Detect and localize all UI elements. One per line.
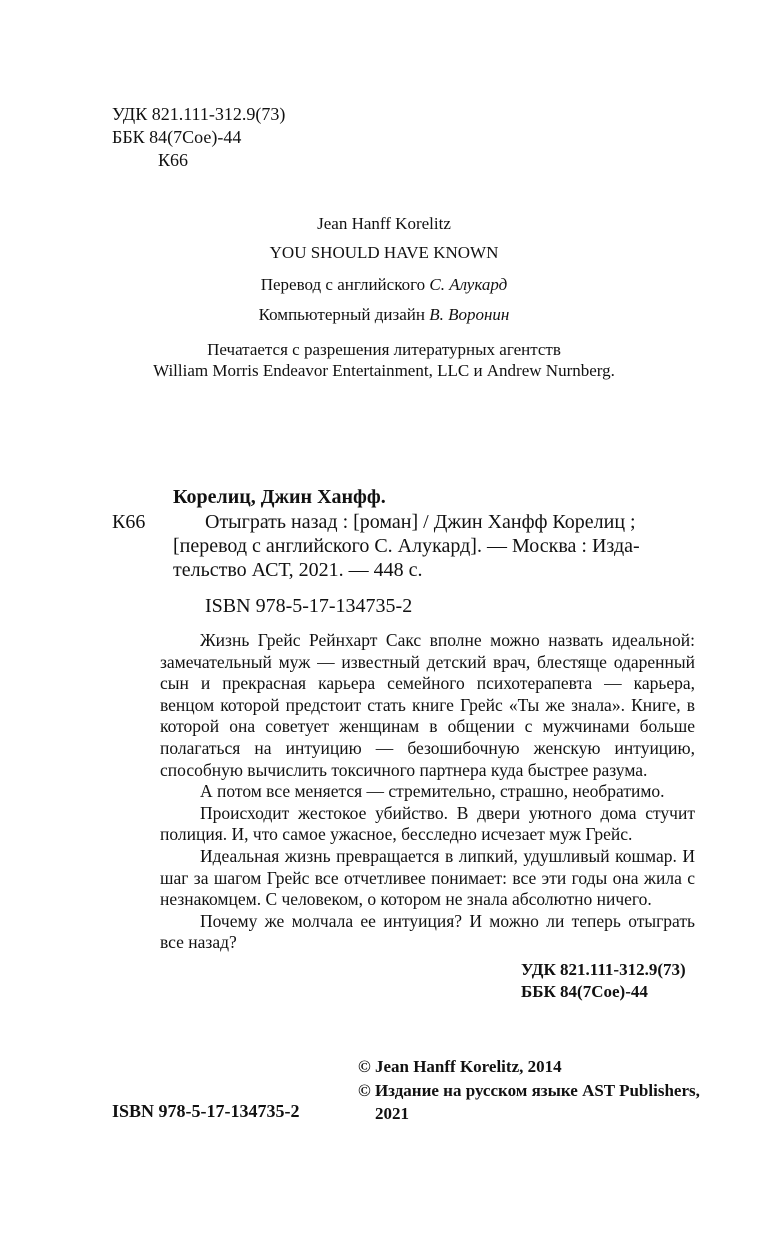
translation-prefix: Перевод с английского bbox=[260, 275, 430, 294]
bibliographic-line-3: тельство АСТ, 2021. — 448 с. bbox=[173, 559, 423, 581]
bibliographic-line-2: [перевод с английского С. Алукард]. — Москва : Изда- bbox=[173, 535, 640, 557]
permission-line-2: William Morris Endeavor Entertainment, LLC и Andrew Nurnberg. bbox=[153, 361, 615, 380]
annotation-paragraph-2: А потом все меняется — стремительно, страшно, необратимо. bbox=[200, 781, 665, 802]
bibliographic-line-1: Отыграть назад : [роман] / Джин Ханфф Корелиц ; bbox=[205, 511, 636, 533]
author-mark: К66 bbox=[158, 150, 189, 170]
bibliographic-author-heading: Корелиц, Джин Ханфф. bbox=[173, 486, 386, 508]
copyright-line-1: © Jean Hanff Korelitz, 2014 bbox=[358, 1057, 562, 1076]
bottom-bbk-code: ББК 84(7Сое)-44 bbox=[521, 982, 648, 1001]
annotation bbox=[160, 630, 695, 954]
bibliographic-mark: К66 bbox=[112, 511, 146, 533]
design-credit bbox=[0, 305, 768, 325]
permission-line-1: Печатается с разрешения литературных агентств bbox=[207, 340, 561, 359]
translation-credit bbox=[0, 275, 768, 295]
copyright-line-3: 2021 bbox=[375, 1104, 409, 1123]
bibliographic-isbn: ISBN 978-5-17-134735-2 bbox=[205, 595, 413, 617]
original-title: YOU SHOULD HAVE KNOWN bbox=[269, 243, 499, 262]
bottom-udk-code: УДК 821.111-312.9(73) bbox=[521, 960, 686, 979]
annotation-paragraph-5: Почему же молчала ее интуиция? И можно ли теперь отыграть все назад? bbox=[160, 910, 695, 953]
isbn-footer: ISBN 978-5-17-134735-2 bbox=[112, 1101, 300, 1121]
annotation-paragraph-3: Происходит жестокое убийство. В двери уютного дома стучит полиция. И, что самое ужасное, бесследно исчезает муж Грейс. bbox=[160, 802, 695, 845]
annotation-paragraph-1: Жизнь Грейс Рейнхарт Сакс вполне можно назвать идеальной: замечательный муж — известный детский врач, блестяще одаренный сын и прекрасная карьера семейного психотерапевта — карьера, венцом которой предстоит стать книге Грейс «Ты же знала». Книге, в которой она советует женщинам в общении с мужчинами больше полагаться на интуицию — безошибочную женскую интуицию, способную вычислить токсичного партнера куда быстрее разума. bbox=[160, 630, 695, 780]
annotation-paragraph-4: Идеальная жизнь превращается в липкий, удушливый кошмар. И шаг за шагом Грейс все отчетливее понимает: все эти годы она жила с незнакомцем. С человеком, о котором не знала абсолютно ничего. bbox=[160, 845, 695, 910]
translator-name: С. Алукард bbox=[429, 275, 508, 294]
udk-code: УДК 821.111-312.9(73) bbox=[112, 104, 286, 124]
copyright-line-2: © Издание на русском языке AST Publishers, bbox=[358, 1081, 700, 1100]
bbk-code: ББК 84(7Сое)-44 bbox=[112, 127, 242, 147]
design-prefix: Компьютерный дизайн bbox=[258, 305, 430, 324]
original-author: Jean Hanff Korelitz bbox=[317, 214, 451, 233]
designer-name: В. Воронин bbox=[429, 305, 510, 324]
